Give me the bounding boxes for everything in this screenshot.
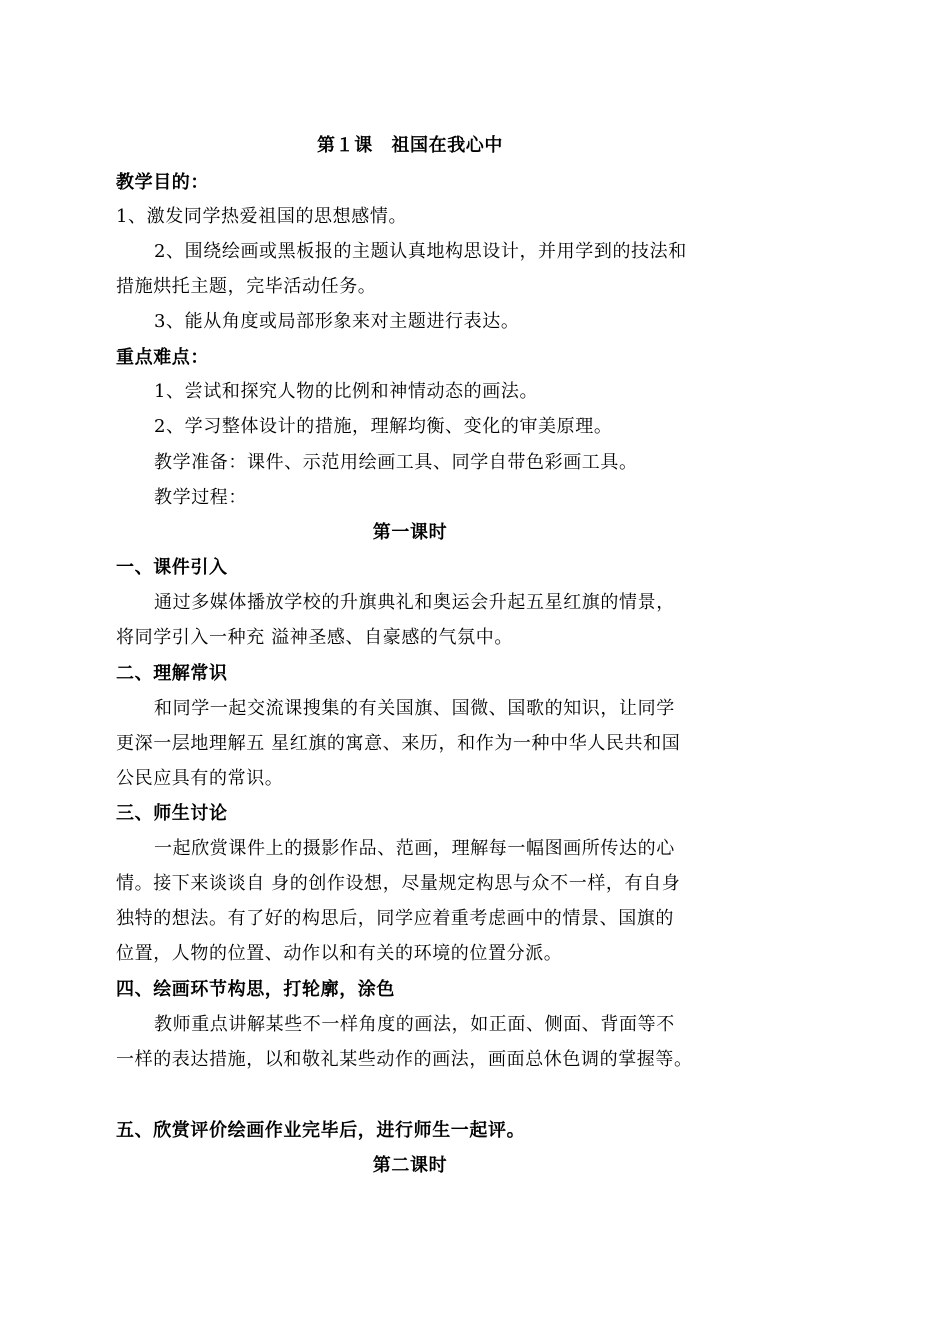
lesson-2-heading: 第二课时 <box>372 1155 448 1176</box>
keypoints-heading: 重点难点： <box>116 347 209 368</box>
section-5-heading: 五、欣赏评价绘画作业完毕后，进行师生一起评。 <box>116 1120 526 1141</box>
objectives-heading: 教学目的： <box>116 172 209 193</box>
teaching-process: 教学过程： <box>154 487 247 508</box>
lesson-1-heading: 第一课时 <box>372 522 448 543</box>
section-2-line-2: 更深一层地理解五 星红旗的寓意、来历，和作为一种中华人民共和国 <box>116 733 681 754</box>
section-1-line-1: 通过多媒体播放学校的升旗典礼和奥运会升起五星红旗的情景， <box>154 592 675 613</box>
section-3-line-2: 情。接下来谈谈自 身的创作设想，尽量规定构思与众不一样，有自身 <box>116 873 681 894</box>
objective-3: 3、能从角度或局部形象来对主题进行表达。 <box>154 311 520 332</box>
section-3-line-4: 位置，人物的位置、动作以和有关的环境的位置分派。 <box>116 943 563 964</box>
section-4-line-1: 教师重点讲解某些不一样角度的画法，如正面、侧面、背面等不 <box>154 1014 675 1035</box>
section-3-line-1: 一起欣赏课件上的摄影作品、范画，理解每一幅图画所传达的心 <box>154 838 675 859</box>
objective-2-line-1: 2、围绕绘画或黑板报的主题认真地构思设计，并用学到的技法和 <box>154 241 687 262</box>
section-2-line-1: 和同学一起交流课搜集的有关国旗、国微、国歌的知识，让同学 <box>154 698 675 719</box>
keypoint-1: 1、尝试和探究人物的比例和神情动态的画法。 <box>154 381 539 402</box>
document-title: 第１课 祖国在我心中 <box>317 135 503 156</box>
section-1-heading: 一、课件引入 <box>116 557 228 578</box>
objective-2-line-2: 措施烘托主题，完毕活动任务。 <box>116 276 377 297</box>
section-1-line-2: 将同学引入一种充 溢神圣感、自豪感的气氛中。 <box>116 627 513 648</box>
teaching-preparation: 教学准备：课件、示范用绘画工具、同学自带色彩画工具。 <box>154 452 638 473</box>
section-4-line-2: 一样的表达措施，以和敬礼某些动作的画法，画面总休色调的掌握等。 <box>116 1049 693 1070</box>
objective-1: 1、激发同学热爱祖国的思想感情。 <box>116 206 408 227</box>
section-4-heading: 四、绘画环节构思，打轮廓，涂色 <box>116 979 395 1000</box>
keypoint-2: 2、学习整体设计的措施，理解均衡、变化的审美原理。 <box>154 416 613 437</box>
section-2-heading: 二、理解常识 <box>116 663 228 684</box>
section-3-line-3: 独特的想法。有了好的构思后，同学应着重考虑画中的情景、国旗的 <box>116 908 674 929</box>
section-3-heading: 三、师生讨论 <box>116 803 228 824</box>
section-2-line-3: 公民应具有的常识。 <box>116 768 284 789</box>
